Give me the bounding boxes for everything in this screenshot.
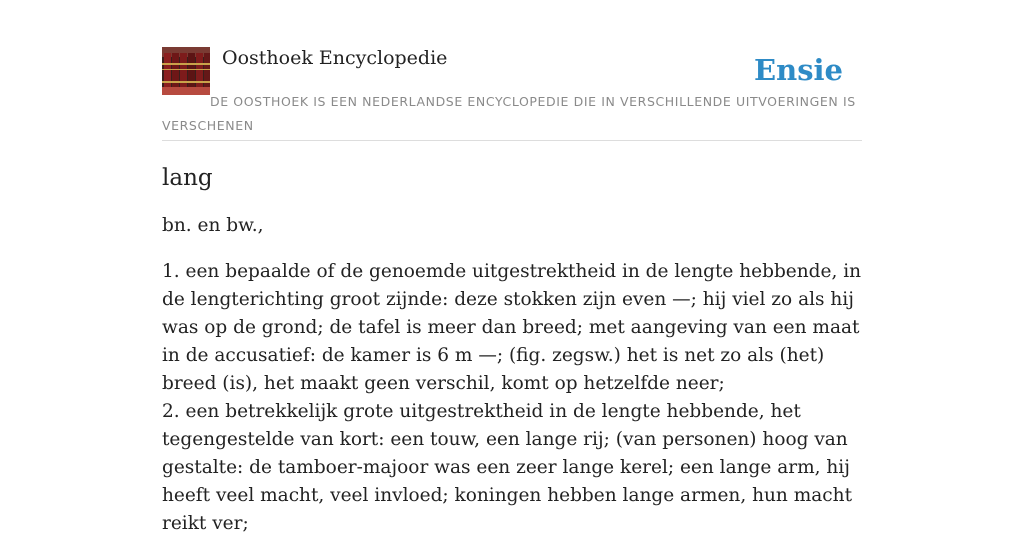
encyclopedia-books-icon[interactable]	[162, 47, 210, 95]
site-tagline: DE OOSTHOEK IS EEN NEDERLANDSE ENCYCLOPEDIE DIE IN VERSCHILLENDE UITVOERINGEN IS VERSCHENEN	[162, 94, 856, 133]
entry-content	[162, 160, 862, 538]
site-title[interactable]: Oosthoek Encyclopedie	[222, 47, 448, 69]
definition-2: 2. een betrekkelijk grote uitgestrektheid in de lengte hebbende, het tegengestelde van kort: een touw, een lange rij; (van personen) hoog van gestalte: de tamboer-majoor was een zeer lange kerel; een lange arm, hij heeft veel macht, veel invloed; koningen hebben lange armen, hun macht reikt ver;	[162, 401, 853, 534]
definition-text	[162, 258, 862, 538]
word-class: bn. en bw.,	[162, 215, 264, 236]
definition-1: 1. een bepaalde of de genoemde uitgestrektheid in de lengte hebbende, in de lengterichting groot zijnde: deze stokken zijn even —; hij viel zo als hij was op de grond; de tafel is meer dan breed; met aangeving van een maat in de accusatief: de kamer is 6 m —; (fig. zegsw.) het is net zo als (het) breed (is), het maakt geen verschil, komt op hetzelfde neer;	[162, 261, 862, 394]
site-header	[162, 46, 862, 141]
entry-title: lang	[162, 165, 213, 191]
brand-logo[interactable]: Ensie	[754, 53, 843, 87]
